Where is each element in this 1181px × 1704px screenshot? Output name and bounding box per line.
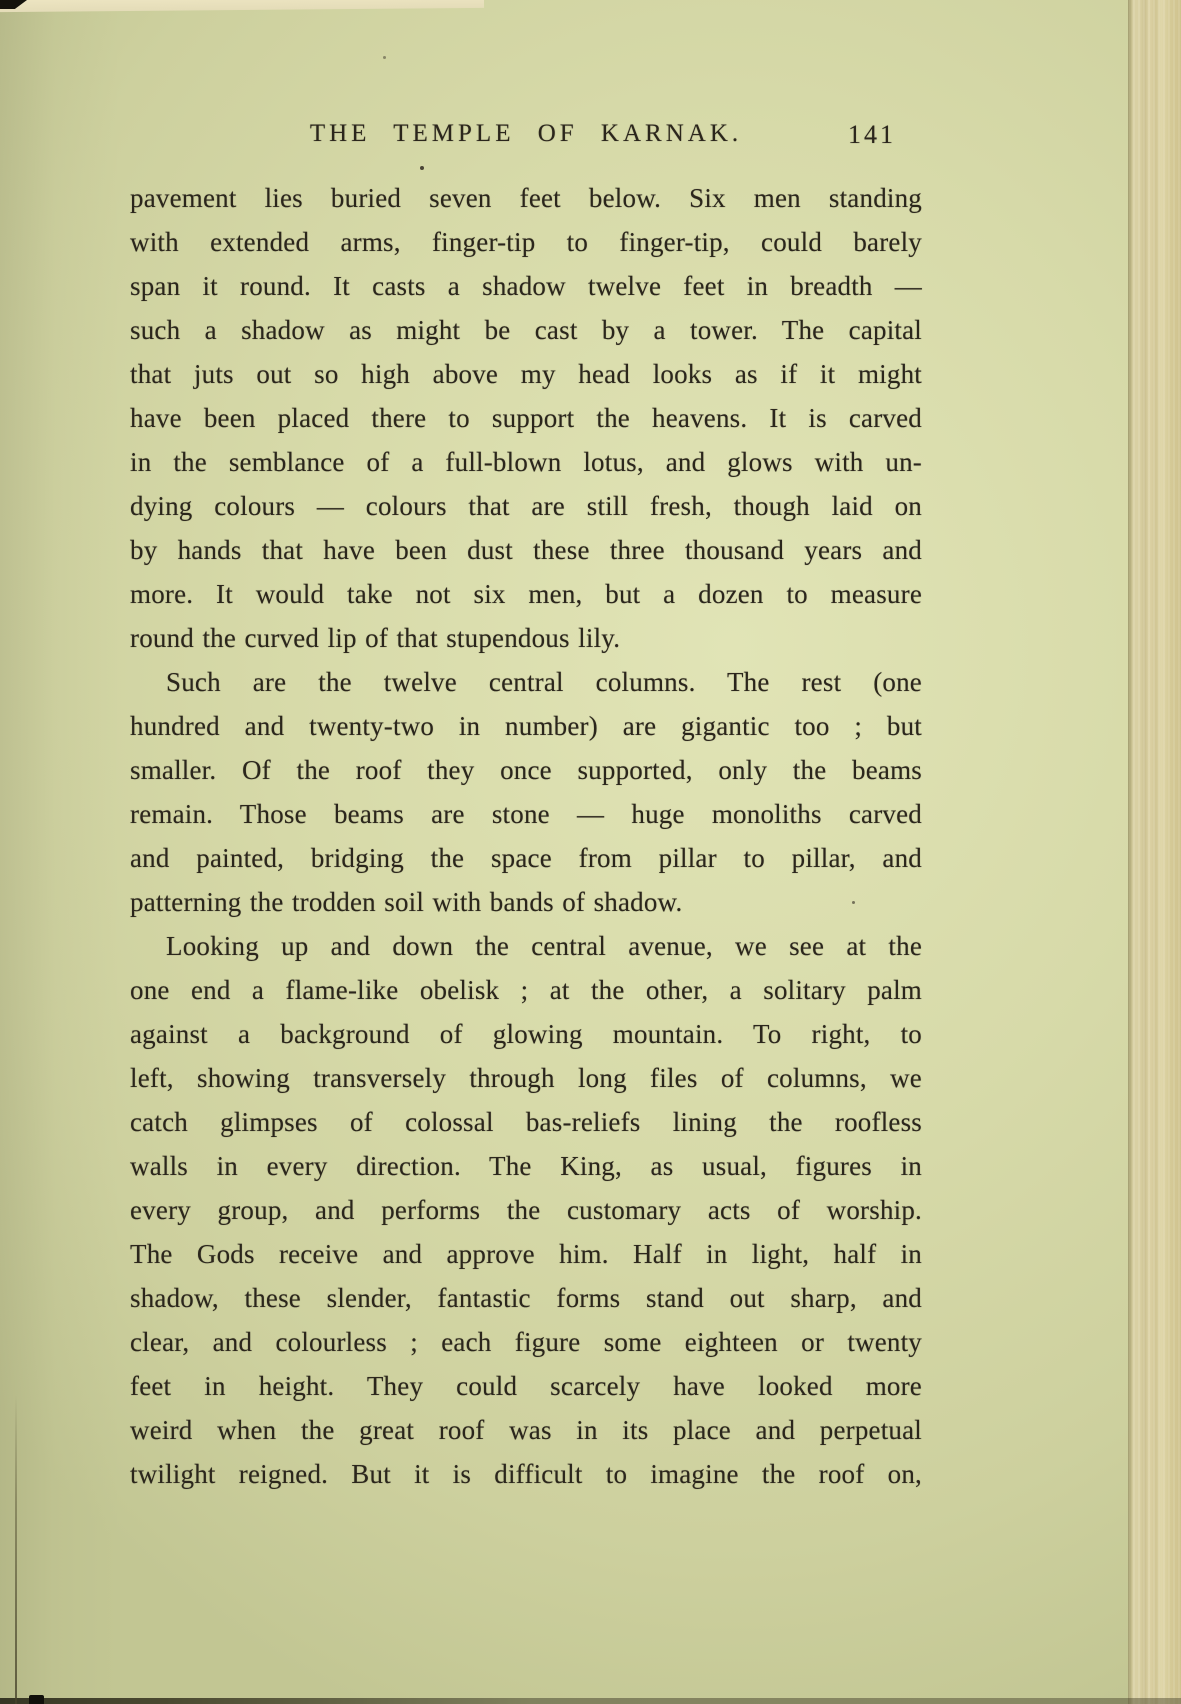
text-line: catch glimpses of colossal bas-reliefs lining the roofless: [130, 1107, 922, 1137]
text-line: left, showing transversely through long files of columns, we: [130, 1063, 922, 1093]
text-line: smaller. Of the roof they once supported, only the beams: [130, 755, 922, 785]
text-line: such a shadow as might be cast by a tower. The capital: [130, 315, 922, 345]
text-line: Looking up and down the central avenue, we see at the: [166, 931, 922, 961]
page-number: 141: [848, 120, 896, 149]
text-line: remain. Those beams are stone — huge monoliths carved: [130, 799, 922, 829]
text-line: span it round. It casts a shadow twelve feet in breadth —: [130, 271, 922, 301]
text-line: have been placed there to support the heavens. It is carved: [130, 403, 922, 433]
text-line: pavement lies buried seven feet below. Six men standing: [130, 183, 922, 213]
text-line: shadow, these slender, fantastic forms stand out sharp, and: [130, 1283, 922, 1313]
text-line: in the semblance of a full-blown lotus, and glows with un-: [130, 447, 922, 477]
text-line: that juts out so high above my head looks as if it might: [130, 359, 922, 389]
text-line: walls in every direction. The King, as usual, figures in: [130, 1151, 922, 1181]
gutter-crease-line: [15, 1395, 17, 1704]
text-line: clear, and colourless ; each figure some eighteen or twenty: [130, 1327, 922, 1357]
text-line: against a background of glowing mountain. To right, to: [130, 1019, 922, 1049]
text-line: round the curved lip of that stupendous lily.: [130, 623, 621, 653]
book-page-edges-right: [1128, 0, 1181, 1704]
text-line: one end a flame-like obelisk ; at the other, a solitary palm: [130, 975, 922, 1005]
text-line: more. It would take not six men, but a dozen to measure: [130, 579, 922, 609]
ink-speck: [420, 166, 424, 170]
text-line: twilight reigned. But it is difficult to imagine the roof on,: [130, 1459, 922, 1489]
text-line: every group, and performs the customary acts of worship.: [130, 1195, 922, 1225]
ink-speck: [383, 56, 386, 59]
scan-bottom-shadow: [0, 1698, 1181, 1704]
scan-bottom-mark: [29, 1695, 44, 1704]
text-line: hundred and twenty-two in number) are gigantic too ; but: [130, 711, 922, 741]
body-text: [130, 176, 922, 1496]
text-line: The Gods receive and approve him. Half in light, half in: [130, 1239, 922, 1269]
text-line: by hands that have been dust these three thousand years and: [130, 535, 922, 565]
text-line: and painted, bridging the space from pillar to pillar, and: [130, 843, 922, 873]
page-header: [130, 120, 922, 154]
text-line: weird when the great roof was in its place and perpetual: [130, 1415, 922, 1445]
running-title: THE TEMPLE OF KARNAK.: [309, 120, 743, 147]
page-top-edge: [0, 0, 484, 12]
text-line: Such are the twelve central columns. The rest (one: [166, 667, 922, 697]
text-line: with extended arms, finger-tip to finger-tip, could barely: [130, 227, 922, 257]
text-line: feet in height. They could scarcely have looked more: [130, 1371, 922, 1401]
text-line: patterning the trodden soil with bands of shadow.: [130, 887, 683, 917]
text-line: dying colours — colours that are still fresh, though laid on: [130, 491, 922, 521]
